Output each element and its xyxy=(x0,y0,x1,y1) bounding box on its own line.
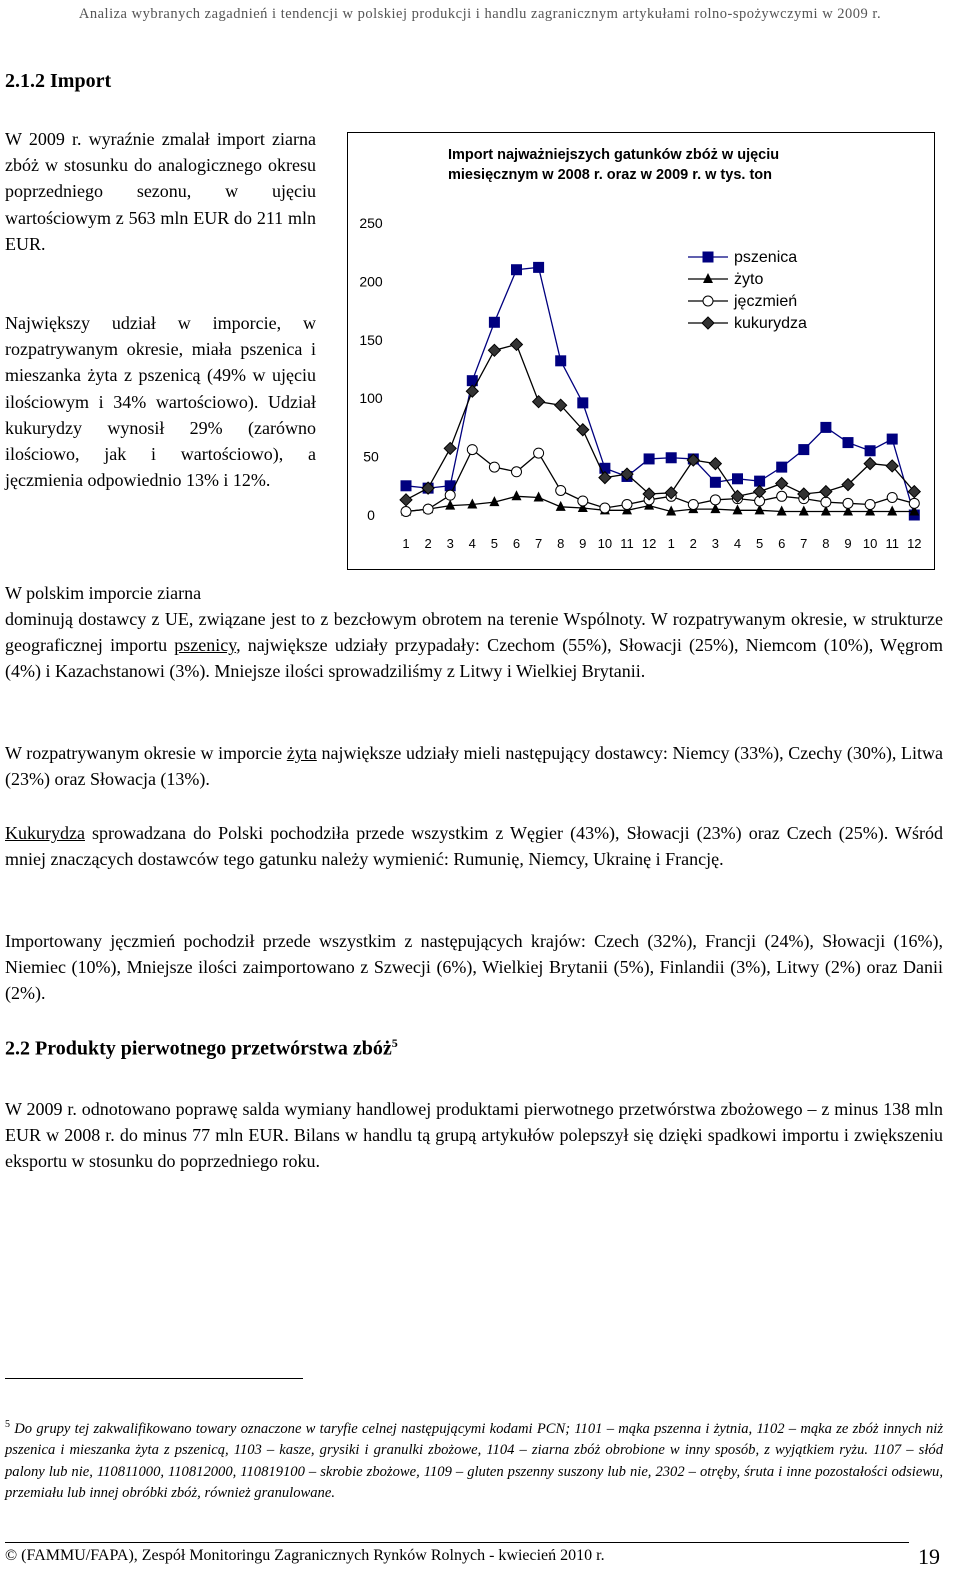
x-tick-label: 12 xyxy=(641,536,657,551)
data-point xyxy=(887,492,897,502)
data-point xyxy=(909,498,919,508)
x-tick-label: 2 xyxy=(689,536,697,551)
data-point xyxy=(401,506,411,516)
data-point xyxy=(777,462,787,472)
x-tick-label: 1 xyxy=(667,536,675,551)
data-point xyxy=(445,490,455,500)
data-point xyxy=(821,497,831,507)
data-point xyxy=(709,458,721,470)
x-tick-label: 4 xyxy=(468,536,476,551)
link-maize: Kukurydza xyxy=(5,823,85,843)
data-point xyxy=(488,344,500,356)
footnote-rule xyxy=(5,1378,303,1379)
data-point xyxy=(865,499,875,509)
x-tick-label: 7 xyxy=(800,536,808,551)
data-point xyxy=(534,262,544,272)
x-tick-label: 8 xyxy=(557,536,565,551)
section-heading-import: 2.1.2 Import xyxy=(5,70,112,92)
data-point xyxy=(534,448,544,458)
y-tick-label: 200 xyxy=(359,273,383,290)
data-point xyxy=(423,504,433,514)
data-point xyxy=(511,338,523,350)
x-tick-label: 9 xyxy=(579,536,587,551)
x-tick-label: 5 xyxy=(490,536,499,551)
data-point xyxy=(578,398,588,408)
data-point xyxy=(799,445,809,455)
series-line xyxy=(406,267,914,515)
legend-label: pszenica xyxy=(734,249,798,266)
data-point xyxy=(843,438,853,448)
data-point xyxy=(703,273,713,283)
data-point xyxy=(777,505,787,515)
x-tick-label: 1 xyxy=(402,536,410,551)
series-diamond xyxy=(400,338,920,505)
data-point xyxy=(755,476,765,486)
footnote-text: Do grupy tej zakwalifikowano towary oznaczone w taryfie celnej następującymi kodami PCN; 1101 – mąka pszenna i żytnia, 1102 – mąka ze zbóż innych niż pszenica i mieszanka żyta z pszenicą, 1103 – kasze, grysiki i granulki zbożowe, 1104 – ziarna zbóż obrobione w inny sposób, z wyjątkiem ryżu. 1107 – słód palony lub nie, 110811000, 110812000, 110819100 – skrobie zbożowe, 1109 – gluten pszenny suszony lub nie, 2302 – otręby, śruta i inne pozostałości odsiewu, przemiału lub innej obróbki zbóż, również granulowane. xyxy=(5,1420,943,1502)
footnote xyxy=(5,1414,943,1504)
x-tick-label: 9 xyxy=(844,536,852,551)
section-heading-products-text: 2.2 Produkty pierwotnego przetwórstwa zbóż xyxy=(5,1037,392,1060)
data-point xyxy=(733,504,743,514)
y-tick-label: 250 xyxy=(359,215,383,231)
import-chart xyxy=(348,133,936,571)
chart-title-line2: miesięcznym w 2008 r. oraz w 2009 r. w tys. ton xyxy=(448,167,772,183)
data-point xyxy=(444,442,456,454)
data-point xyxy=(843,498,853,508)
paragraph-maize xyxy=(5,820,943,872)
series-line xyxy=(406,344,914,499)
data-point xyxy=(710,495,720,505)
paragraph-import-shares: Największy udział w imporcie, w rozpatrywanym okresie, miała pszenica i mieszanka żyta z pszenicą (49% w ujęciu ilościowym i 34% wartościowo). Udział kukurydzy wynosił 29% (zarówno ilościowo, jak i wartościowo), a jęczmienia odpowiednio 13% i 12%. xyxy=(5,313,316,491)
data-point xyxy=(777,491,787,501)
data-point xyxy=(865,446,875,456)
data-point xyxy=(400,494,412,506)
data-point xyxy=(534,491,544,501)
data-point xyxy=(702,317,714,329)
y-tick-label: 150 xyxy=(359,331,383,348)
data-point xyxy=(754,486,766,498)
data-point xyxy=(703,296,713,306)
footer-source: (FAMMU/FAPA), Zespół Monitoringu Zagranicznych Rynków Rolnych - kwiecień 2010 r. xyxy=(21,1547,605,1564)
data-point xyxy=(556,356,566,366)
x-tick-label: 7 xyxy=(534,536,543,551)
x-tick-label: 11 xyxy=(620,536,634,551)
paragraph-rye-post: największe udziały mieli następujący dostawcy: Niemcy (33%), Czechy (30%), Litwa (23%) oraz Słowacja (13%). xyxy=(5,743,944,790)
x-tick-label: 12 xyxy=(907,536,922,551)
data-point xyxy=(489,462,499,472)
paragraph-rye xyxy=(5,740,943,792)
footnote-ref: 5 xyxy=(391,1036,398,1050)
series-circle xyxy=(401,445,919,517)
paragraph-import-value: W 2009 r. wyraźnie zmalał import ziarna zbóż w stosunku do analogicznego okresu poprzedniego sezonu, w ujęciu wartościowym z 563 mln EUR do 211 mln EUR. xyxy=(5,129,316,254)
x-tick-label: 10 xyxy=(862,536,878,551)
data-point xyxy=(512,265,522,275)
paragraph-ue-text: dominują dostawcy z UE, związane jest to z bezcłowym obrotem na terenie Wspólnoty. W rozpatrywanym okresie, w strukturze geograficznej importu xyxy=(5,609,943,656)
link-rye: żyta xyxy=(286,743,317,763)
data-point xyxy=(821,422,831,432)
data-point xyxy=(600,503,610,513)
data-point xyxy=(556,485,566,495)
footnote-mark: 5 xyxy=(5,1419,10,1430)
x-tick-label: 6 xyxy=(778,536,786,551)
chart-title-line1: Import najważniejszych gatunków zbóż w ujęciu xyxy=(448,147,780,163)
x-tick-label: 6 xyxy=(512,536,521,551)
data-point xyxy=(533,396,545,408)
data-point xyxy=(578,496,588,506)
data-point xyxy=(644,454,654,464)
x-tick-label: 4 xyxy=(733,536,742,551)
x-tick-label: 11 xyxy=(885,536,899,551)
chart-frame xyxy=(347,132,935,570)
y-tick-label: 0 xyxy=(367,507,375,523)
x-tick-label: 3 xyxy=(711,536,720,551)
x-tick-label: 3 xyxy=(446,536,454,551)
data-point xyxy=(466,385,478,397)
section-heading-products xyxy=(5,1036,398,1061)
data-point xyxy=(445,500,455,510)
data-point xyxy=(489,317,499,327)
footer-rule xyxy=(5,1542,909,1543)
data-point xyxy=(622,499,632,509)
data-point xyxy=(887,434,897,444)
y-tick-label: 100 xyxy=(359,390,383,407)
data-point xyxy=(512,490,522,500)
data-point xyxy=(703,252,713,262)
data-point xyxy=(401,481,411,491)
running-header: Analiza wybranych zagadnień i tendencji w polskiej produkcji i handlu zagranicznym artykułami rolno-spożywczymi w 2009 r. xyxy=(78,6,882,22)
paragraph-ue-suppliers xyxy=(5,606,943,685)
data-point xyxy=(666,453,676,463)
x-tick-label: 5 xyxy=(755,536,764,551)
legend-label: kukurydza xyxy=(734,315,807,332)
paragraph-maize-post: sprowadzana do Polski pochodziła przede wszystkim z Węgier (43%), Słowacji (23%) oraz Czech (25%). Wśród mniej znaczących dostawców tego gatunku należy wymienić: Rumunię, Niemcy, Ukrainę i Francję. xyxy=(5,823,943,870)
data-point xyxy=(887,505,897,515)
link-wheat: pszenicy xyxy=(174,635,237,656)
paragraph-rye-pre: W rozpatrywanym okresie w imporcie xyxy=(5,743,283,763)
legend-label: jęczmień xyxy=(734,293,798,310)
paragraph-barley: Importowany jęczmień pochodził przede wszystkim z następujących krajów: Czech (32%), Francji (24%), Słowacji (16%), Niemiec (10%), Mniejsze ilości zaimportowano z Szwecji (6%), Wielkiej Brytanii (5%), Finlandii (3%), Litwy (2%) oraz Danii (2%). xyxy=(5,931,943,1004)
page-number: 19 xyxy=(918,1544,940,1569)
data-point xyxy=(688,499,698,509)
data-point xyxy=(512,467,522,477)
data-point xyxy=(799,505,809,515)
data-point xyxy=(820,486,832,498)
y-tick-label: 50 xyxy=(363,448,379,465)
paragraph-ue-line1: W polskim imporcie ziarna xyxy=(5,583,202,603)
data-point xyxy=(733,474,743,484)
data-point xyxy=(710,477,720,487)
legend-label: żyto xyxy=(734,271,764,288)
x-tick-label: 10 xyxy=(597,536,613,551)
data-point xyxy=(776,477,788,489)
footer-text: © (FAMMU/FAPA), Zespół Monitoringu Zagranicznych Rynków Rolnych - kwiecień 2010 r. xyxy=(5,1547,605,1564)
paragraph-ue-tail: , największe udziały przypadały: Czechom (55%), Słowacji (25%), Niemcom (10%), Węgrom (4%) i Kazachstanowi (3%). Mniejsze ilości sprowadziliśmy z Litwy i Wielkiej Brytanii. xyxy=(5,635,944,682)
x-tick-label: 8 xyxy=(822,536,830,551)
paragraph-products: W 2009 r. odnotowano poprawę salda wymiany handlowej produktami pierwotnego przetwórstwa zbożowego – z minus 138 mln EUR w 2008 r. do minus 77 mln EUR. Bilans w handlu tą grupą artykułów polepszył się dzięki spadkowi importu i zwiększeniu eksportu w stosunku do poprzedniego roku. xyxy=(5,1099,943,1172)
data-point xyxy=(467,445,477,455)
x-tick-label: 2 xyxy=(424,536,432,551)
